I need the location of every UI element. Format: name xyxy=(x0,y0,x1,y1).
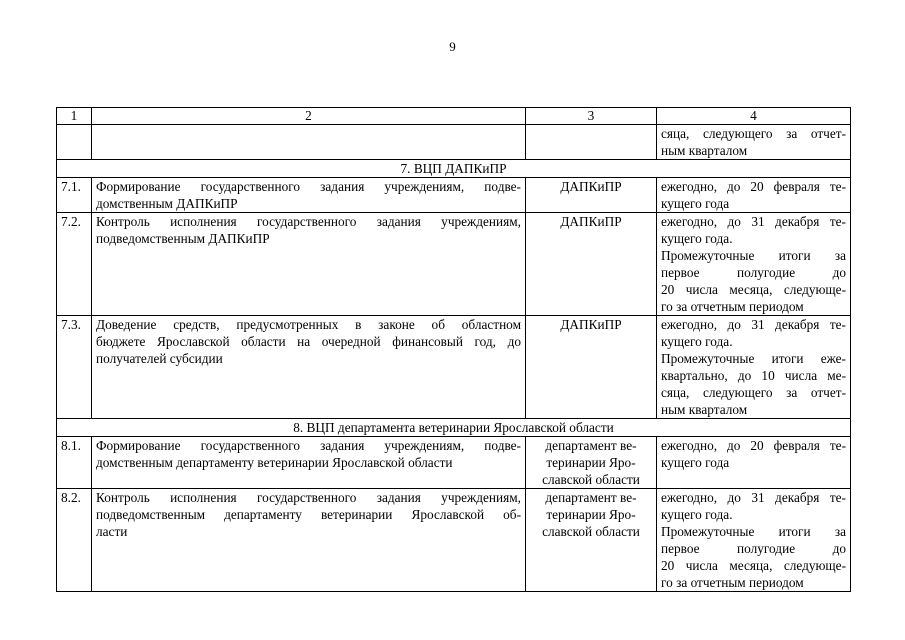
row-deadline xyxy=(657,125,851,160)
executor-line: теринарии Яро- xyxy=(546,455,636,470)
section-8-title: 8. ВЦП департамента ветеринарии Ярославской области xyxy=(57,419,851,437)
section-7-title: 7. ВЦП ДАПКиПР xyxy=(57,160,851,178)
description-line: бюджете Ярославской области на очередной финансовый год, до xyxy=(96,334,521,349)
row-number: 8.1. xyxy=(57,437,92,489)
executor-line: департамент ве- xyxy=(545,438,637,453)
row-description xyxy=(92,437,526,489)
row-deadline xyxy=(657,437,851,489)
row-executor xyxy=(526,437,657,489)
executor-line: теринарии Яро- xyxy=(546,507,636,522)
deadline-line: го за отчетным периодом xyxy=(661,299,804,314)
description-line: Контроль исполнения государственного задания учреждениям, xyxy=(96,490,521,505)
description-line: Доведение средств, предусмотренных в законе об областном xyxy=(96,317,521,332)
section-7-heading-row xyxy=(57,160,851,178)
row-description xyxy=(92,316,526,419)
deadline-line: Промежуточные итоги еже- xyxy=(661,351,846,366)
deadline-line: Промежуточные итоги за xyxy=(661,524,846,539)
row-executor xyxy=(526,178,657,213)
section-8-heading-row xyxy=(57,419,851,437)
row-description xyxy=(92,125,526,160)
deadline-line: кущего года xyxy=(661,196,730,211)
executor-line: ДАПКиПР xyxy=(560,214,622,229)
header-cell-2: 2 xyxy=(92,108,526,125)
row-description xyxy=(92,489,526,592)
deadline-line: ежегодно, до 31 декабря те- xyxy=(661,490,846,505)
description-line: ласти xyxy=(96,524,128,539)
description-line: подведомственным ДАПКиПР xyxy=(96,231,270,246)
row-deadline xyxy=(657,316,851,419)
deadline-line: кущего года. xyxy=(661,507,733,522)
row-executor xyxy=(526,213,657,316)
deadline-line: 20 числа месяца, следующе- xyxy=(661,282,846,297)
row-deadline xyxy=(657,178,851,213)
table-row-7-3 xyxy=(57,316,851,419)
row-executor xyxy=(526,316,657,419)
description-line: Формирование государственного задания учреждениям, подве- xyxy=(96,179,521,194)
deadline-line: первое полугодие до xyxy=(661,265,846,280)
table-row-7-1 xyxy=(57,178,851,213)
continuation-row xyxy=(57,125,851,160)
description-line: Формирование государственного задания учреждениям, подве- xyxy=(96,438,521,453)
page-number: 9 xyxy=(449,39,456,54)
description-line: домственным департаменту ветеринарии Ярославской области xyxy=(96,455,453,470)
row-description xyxy=(92,213,526,316)
deadline-line: ным кварталом xyxy=(661,402,748,417)
executor-line: ДАПКиПР xyxy=(560,317,622,332)
header-cell-4: 4 xyxy=(657,108,851,125)
table-row-7-2 xyxy=(57,213,851,316)
row-deadline xyxy=(657,213,851,316)
description-line: домственным ДАПКиПР xyxy=(96,196,238,211)
deadline-line: ежегодно, до 31 декабря те- xyxy=(661,214,846,229)
deadline-line: квартально, до 10 числа ме- xyxy=(661,368,846,383)
description-line: Контроль исполнения государственного задания учреждениям, xyxy=(96,214,521,229)
row-deadline xyxy=(657,489,851,592)
row-executor xyxy=(526,125,657,160)
deadline-line: кущего года. xyxy=(661,231,733,246)
deadline-line: кущего года xyxy=(661,455,730,470)
deadline-line: ежегодно, до 20 февраля те- xyxy=(661,179,846,194)
description-line: получателей субсидии xyxy=(96,351,223,366)
deadline-line: ежегодно, до 20 февраля те- xyxy=(661,438,846,453)
row-number: 7.1. xyxy=(57,178,92,213)
deadline-line: ным кварталом xyxy=(661,143,748,158)
row-number: 7.3. xyxy=(57,316,92,419)
deadline-line: сяца, следующего за отчет- xyxy=(661,385,846,400)
plan-table xyxy=(56,107,851,592)
row-number: 7.2. xyxy=(57,213,92,316)
row-executor xyxy=(526,489,657,592)
deadline-line: 20 числа месяца, следующе- xyxy=(661,558,846,573)
deadline-line: сяца, следующего за отчет- xyxy=(661,126,846,141)
deadline-line: первое полугодие до xyxy=(661,541,846,556)
table-row-8-1 xyxy=(57,437,851,489)
executor-line: славской области xyxy=(542,472,640,487)
executor-line: ДАПКиПР xyxy=(560,179,622,194)
executor-line: славской области xyxy=(542,524,640,539)
header-cell-1: 1 xyxy=(57,108,92,125)
row-number xyxy=(57,125,92,160)
table-row-8-2 xyxy=(57,489,851,592)
header-cell-3: 3 xyxy=(526,108,657,125)
row-description xyxy=(92,178,526,213)
deadline-line: Промежуточные итоги за xyxy=(661,248,846,263)
deadline-line: кущего года. xyxy=(661,334,733,349)
table-header-row xyxy=(57,108,851,125)
executor-line: департамент ве- xyxy=(545,490,637,505)
row-number: 8.2. xyxy=(57,489,92,592)
deadline-line: го за отчетным периодом xyxy=(661,575,804,590)
deadline-line: ежегодно, до 31 декабря те- xyxy=(661,317,846,332)
description-line: подведомственным департаменту ветеринарии Ярославской об- xyxy=(96,507,521,522)
